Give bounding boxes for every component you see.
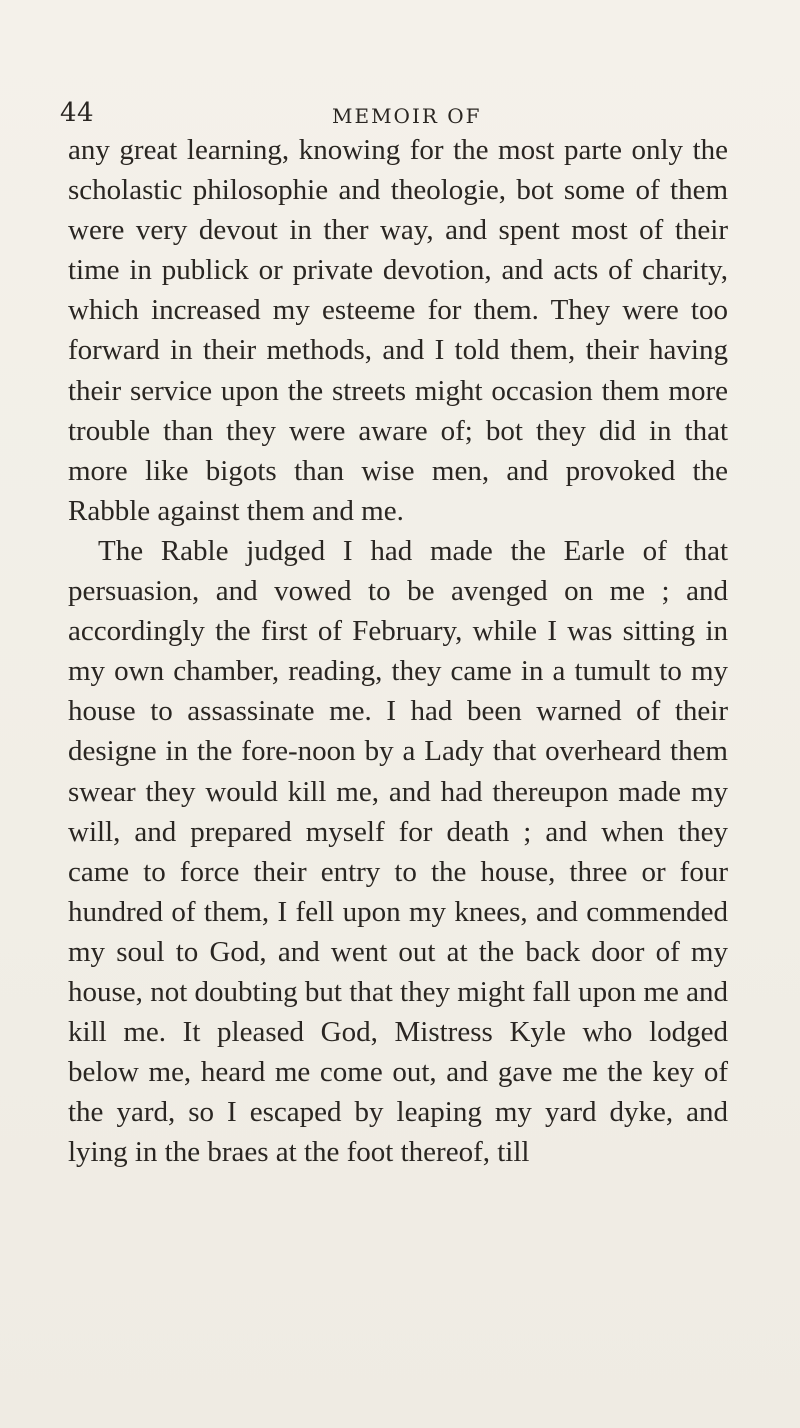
paragraph-2: The Rable judged I had made the Earle of that persuasion, and vowed to be avenged on me ; and accordingly the first of February, while I was sitting in my own chamber, reading, they came in a tumult to my house to assassinate me. I had been warned of their designe in the fore-noon by a Lady that overheard them swear they would kill me, and had thereupon made my will, and prepared myself for death ; and when they came to force their entry to the house, three or four hundred of them, I fell upon my knees, and commended my soul to God, and went out at the back door of my house, not doubting but that they might fall upon me and kill me. It pleased God, Mistress Kyle who lodged below me, heard me come out, and gave me the key of the yard, so I escaped by leaping my yard dyke, and lying in the braes at the foot thereof, till bbox=[68, 534, 728, 1169]
page-header bbox=[60, 64, 760, 128]
body-text bbox=[68, 130, 728, 1172]
running-head: MEMOIR OF bbox=[332, 104, 482, 128]
page-number: 44 bbox=[60, 98, 95, 128]
paragraph-1: any great learning, knowing for the most parte only the scholastic philosophie and theologie, bot some of them were very devout in ther way, and spent most of their time in publick or private devotion, and acts of charity, which increased my esteeme for them. They were too forward in their methods, and I told them, their having their service upon the streets might occasion them more trouble than they were aware of; bot they did in that more like bigots than wise men, and provoked the Rabble against them and me. bbox=[68, 134, 728, 527]
